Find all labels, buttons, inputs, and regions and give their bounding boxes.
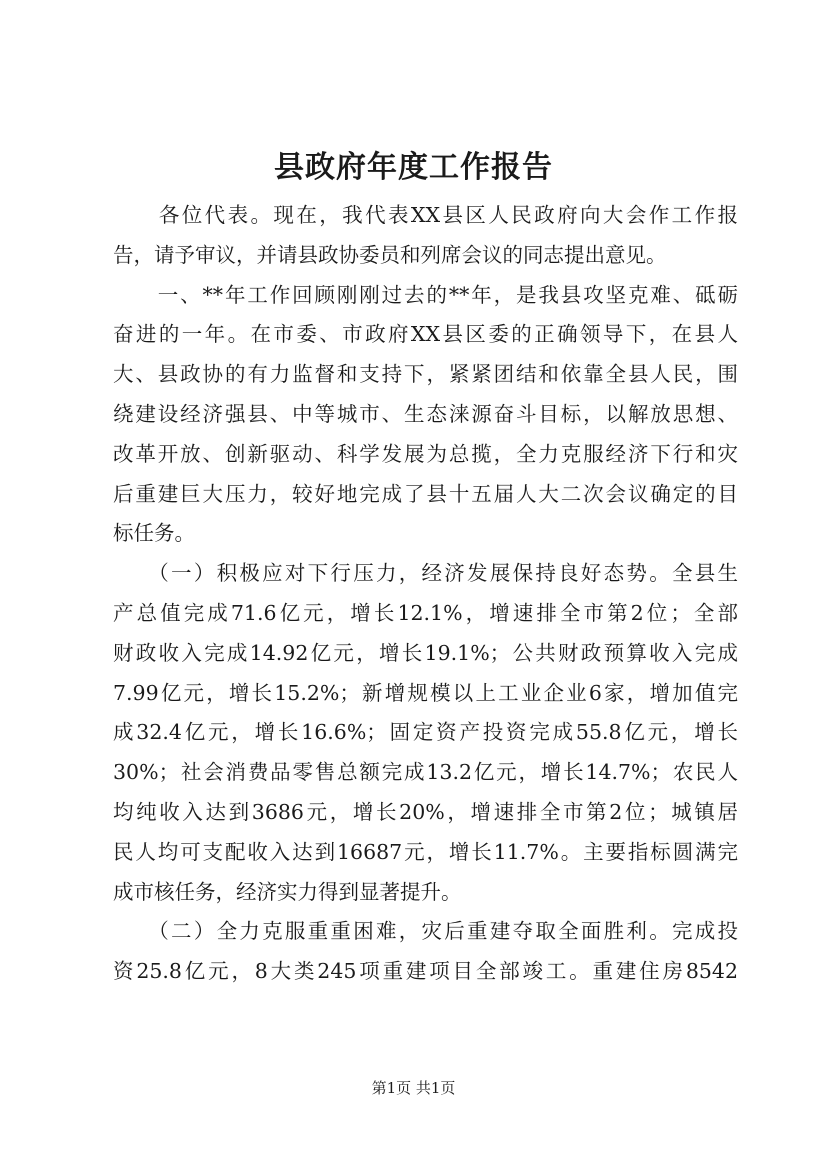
paragraph: [113, 912, 738, 992]
text-line: 改革开放、创新驱动、科学发展为总揽，全力克服经济下行和灾: [113, 441, 738, 466]
text-line: 绕建设经济强县、中等城市、生态涞源奋斗目标，以解放思想、: [113, 401, 738, 426]
paragraph: [113, 554, 738, 912]
paragraph: [113, 196, 738, 276]
document-body: [113, 196, 738, 992]
text-line: 均纯收入达到3686元，增长20%，增速排全市第2位；城镇居: [113, 799, 738, 824]
text-line: 一、**年工作回顾刚刚过去的**年，是我县攻坚克难、砥砺: [113, 282, 738, 307]
text-line: （一）积极应对下行压力，经济发展保持良好态势。全县生: [113, 561, 738, 586]
text-line: （二）全力克服重重困难，灾后重建夺取全面胜利。完成投: [113, 919, 738, 944]
text-line: 成32.4亿元，增长16.6%；固定资产投资完成55.8亿元，增长: [113, 720, 738, 745]
text-line: 产总值完成71.6亿元，增长12.1%，增速排全市第2位；全部: [113, 600, 738, 625]
text-line: 大、县政协的有力监督和支持下，紧紧团结和依靠全县人民，围: [113, 362, 738, 387]
text-line: 民人均可支配收入达到16687元，增长11.7%。主要指标圆满完: [113, 839, 738, 864]
text-line: 7.99亿元，增长15.2%；新增规模以上工业企业6家，增加值完: [113, 680, 738, 705]
text-line: 标任务。: [113, 521, 195, 546]
page-footer: 第1页 共1页: [371, 1079, 456, 1097]
text-line: 资25.8亿元，8大类245项重建项目全部竣工。重建住房8542: [113, 959, 738, 984]
text-line: 财政收入完成14.92亿元，增长19.1%；公共财政预算收入完成: [113, 640, 738, 665]
text-line: 各位代表。现在，我代表XX县区人民政府向大会作工作报: [113, 203, 738, 227]
text-line: 后重建巨大压力，较好地完成了县十五届人大二次会议确定的目: [113, 481, 738, 506]
text-line: 奋进的一年。在市委、市政府XX县区委的正确领导下，在县人: [113, 322, 738, 347]
text-line: 成市核任务，经济实力得到显著提升。: [113, 879, 462, 904]
text-line: 30%；社会消费品零售总额完成13.2亿元，增长14.7%；农民人: [113, 760, 738, 785]
text-line: 告，请予审议，并请县政协委员和列席会议的同志提出意见。: [113, 242, 667, 267]
document-title: 县政府年度工作报告: [274, 150, 553, 185]
paragraph: [113, 276, 738, 555]
